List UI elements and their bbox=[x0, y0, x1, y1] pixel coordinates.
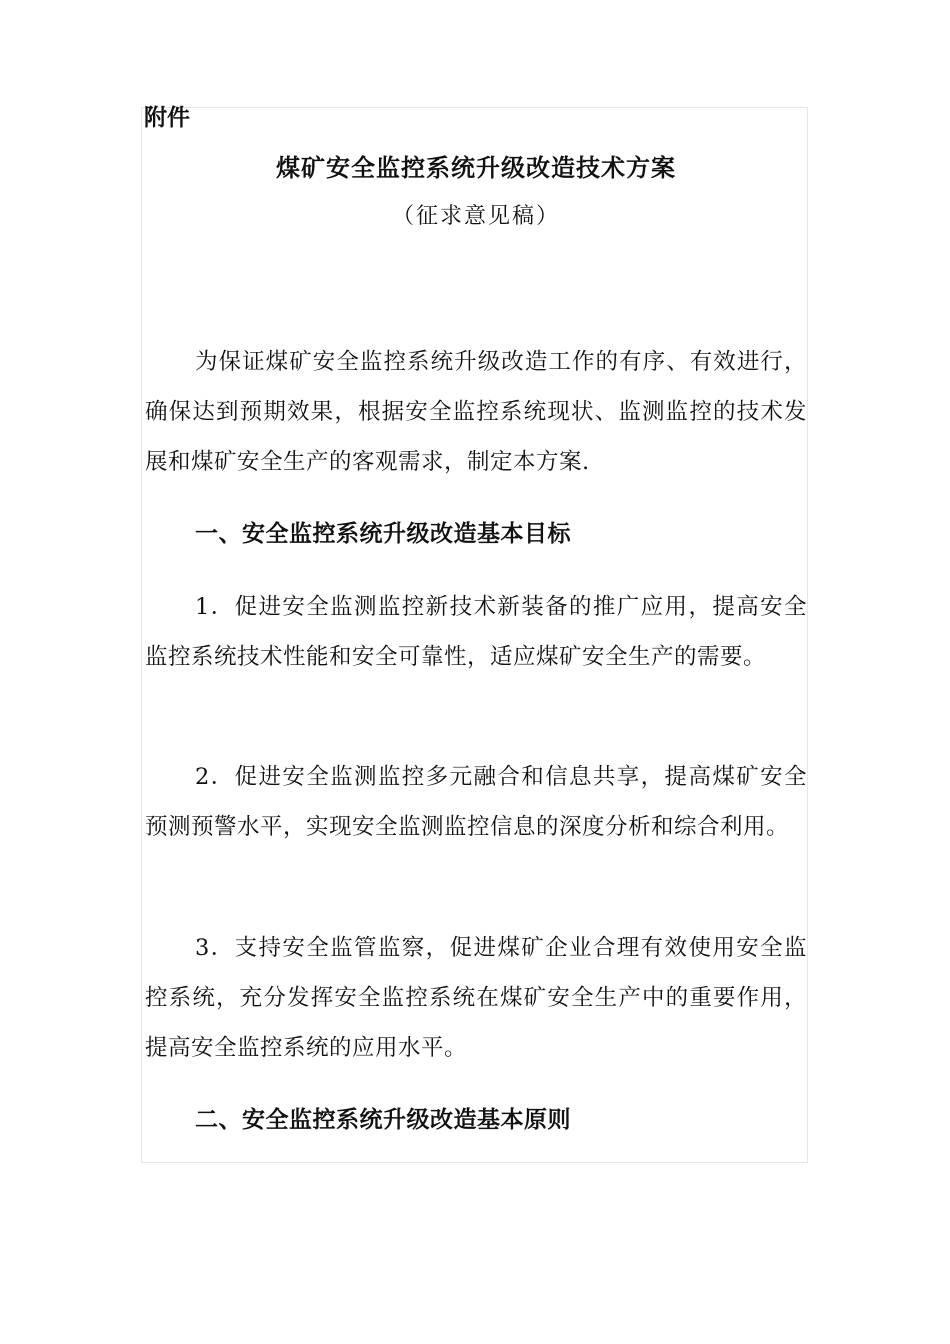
goal-item-1: 1．促进安全监测监控新技术新装备的推广应用，提高安全监控系统技术性能和安全可靠性，适应煤矿安全生产的需要。 bbox=[145, 594, 807, 670]
document-subtitle: （征求意见稿） bbox=[391, 204, 560, 229]
goal-item-2: 2．促进安全监测监控多元融合和信息共享，提高煤矿安全预测预警水平，实现安全监测监控信息的深度分析和综合利用。 bbox=[145, 764, 807, 840]
section-1-heading: 一、安全监控系统升级改造基本目标 bbox=[195, 520, 571, 547]
goal-item-3: 3．支持安全监管监察，促进煤矿企业合理有效使用安全监控系统，充分发挥安全监控系统在煤矿安全生产中的重要作用，提高安全监控系统的应用水平。 bbox=[145, 935, 807, 1061]
document-title: 煤矿安全监控系统升级改造技术方案 bbox=[276, 153, 676, 182]
attachment-label: 附件 bbox=[144, 105, 190, 131]
intro-paragraph: 为保证煤矿安全监控系统升级改造工作的有序、有效进行，确保达到预期效果，根据安全监控系统现状、监测监控的技术发展和煤矿安全生产的客观需求，制定本方案. bbox=[145, 349, 807, 475]
section-2-heading: 二、安全监控系统升级改造基本原则 bbox=[195, 1106, 571, 1133]
